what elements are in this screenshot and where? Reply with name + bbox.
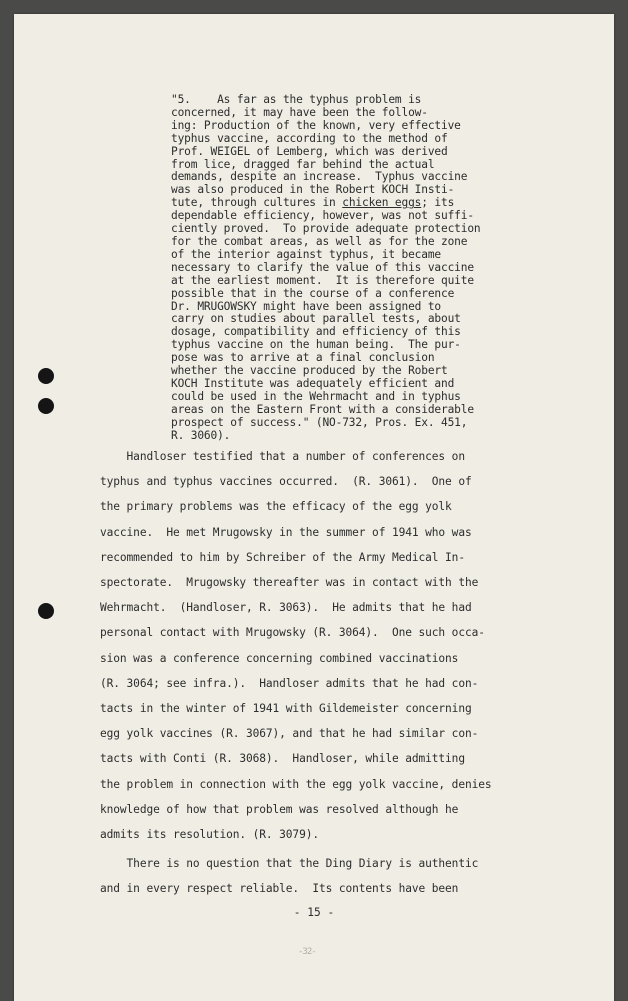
body-line: tacts in the winter of 1941 with Gildemeister concerning xyxy=(100,702,472,716)
quote-line-with-underline: tute, through cultures in chicken eggs; its xyxy=(171,196,455,210)
body-line: vaccine. He met Mrugowsky in the summer of 1941 who was xyxy=(100,525,472,539)
punch-hole-middle xyxy=(38,398,54,414)
page-number: - 15 - xyxy=(293,906,335,919)
body-line: and in every respect reliable. Its contents have been xyxy=(100,882,459,896)
body-line: recommended to him by Schreiber of the Army Medical In- xyxy=(100,550,465,564)
body-line: personal contact with Mrugowsky (R. 3064). One such occa- xyxy=(100,626,485,640)
body-line: egg yolk vaccines (R. 3067), and that he had similar con- xyxy=(100,727,479,741)
block-quote xyxy=(171,94,541,442)
quote-line: demands, despite an increase. Typhus vaccine xyxy=(171,170,468,184)
quote-line: from lice, dragged far behind the actual xyxy=(171,157,435,171)
body-text xyxy=(100,444,550,902)
quote-line: KOCH Institute was adequately efficient and xyxy=(171,376,455,390)
quote-line: ing: Production of the known, very effective xyxy=(171,118,461,132)
quote-line: necessary to clarify the value of this vaccine xyxy=(171,260,474,274)
quote-line: typhus vaccine, according to the method of xyxy=(171,131,448,145)
quote-line: dosage, compatibility and efficiency of this xyxy=(171,325,461,339)
quote-line: typhus vaccine on the human being. The pur- xyxy=(171,338,461,352)
quote-line: concerned, it may have been the follow- xyxy=(171,105,428,119)
body-line: the primary problems was the efficacy of the egg yolk xyxy=(100,500,452,514)
body-line: There is no question that the Ding Diary is authentic xyxy=(100,857,479,871)
quote-line: carry on studies about parallel tests, about xyxy=(171,312,461,326)
body-line: spectorate. Mrugowsky thereafter was in contact with the xyxy=(100,576,479,590)
body-line: Wehrmacht. (Handloser, R. 3063). He admits that he had xyxy=(100,601,472,615)
body-line: sion was a conference concerning combined vaccinations xyxy=(100,651,459,665)
quote-line: R. 3060). xyxy=(171,428,231,442)
punch-hole-top xyxy=(38,368,54,384)
quote-line: dependable efficiency, however, was not suffi- xyxy=(171,209,474,223)
quote-line: at the earliest moment. It is therefore quite xyxy=(171,273,474,287)
body-line: Handloser testified that a number of conferences on xyxy=(100,450,465,463)
body-line: admits its resolution. (R. 3079). xyxy=(100,828,319,842)
punch-hole-bottom xyxy=(38,603,54,619)
quote-line: "5. As far as the typhus problem is xyxy=(171,93,422,106)
quote-line: pose was to arrive at a final conclusion xyxy=(171,351,435,365)
body-line: the problem in connection with the egg yolk vaccine, denies xyxy=(100,777,492,791)
quote-line: ciently proved. To provide adequate protection xyxy=(171,222,481,236)
quote-line: Dr. MRUGOWSKY might have been assigned to xyxy=(171,299,442,313)
quote-line: possible that in the course of a conference xyxy=(171,286,455,300)
quote-line: could be used in the Wehrmacht and in typhus xyxy=(171,389,461,403)
body-line: tacts with Conti (R. 3068). Handloser, while admitting xyxy=(100,752,465,766)
quote-line: was also produced in the Robert KOCH Insti- xyxy=(171,183,455,197)
quote-line: prospect of success." (NO-732, Pros. Ex. 451, xyxy=(171,415,468,429)
faint-stamp: -32- xyxy=(298,947,316,957)
quote-line: for the combat areas, as well as for the zone xyxy=(171,234,468,248)
body-line: (R. 3064; see infra.). Handloser admits that he had con- xyxy=(100,676,479,690)
quote-line: Prof. WEIGEL of Lemberg, which was derived xyxy=(171,144,448,158)
quote-line: of the interior against typhus, it became xyxy=(171,247,442,261)
body-line: knowledge of how that problem was resolved although he xyxy=(100,802,459,816)
quote-line: whether the vaccine produced by the Robert xyxy=(171,364,448,378)
body-line: typhus and typhus vaccines occurred. (R. 3061). One of xyxy=(100,475,472,489)
quote-line: areas on the Eastern Front with a considerable xyxy=(171,402,474,416)
underlined-term: chicken eggs xyxy=(342,196,422,210)
